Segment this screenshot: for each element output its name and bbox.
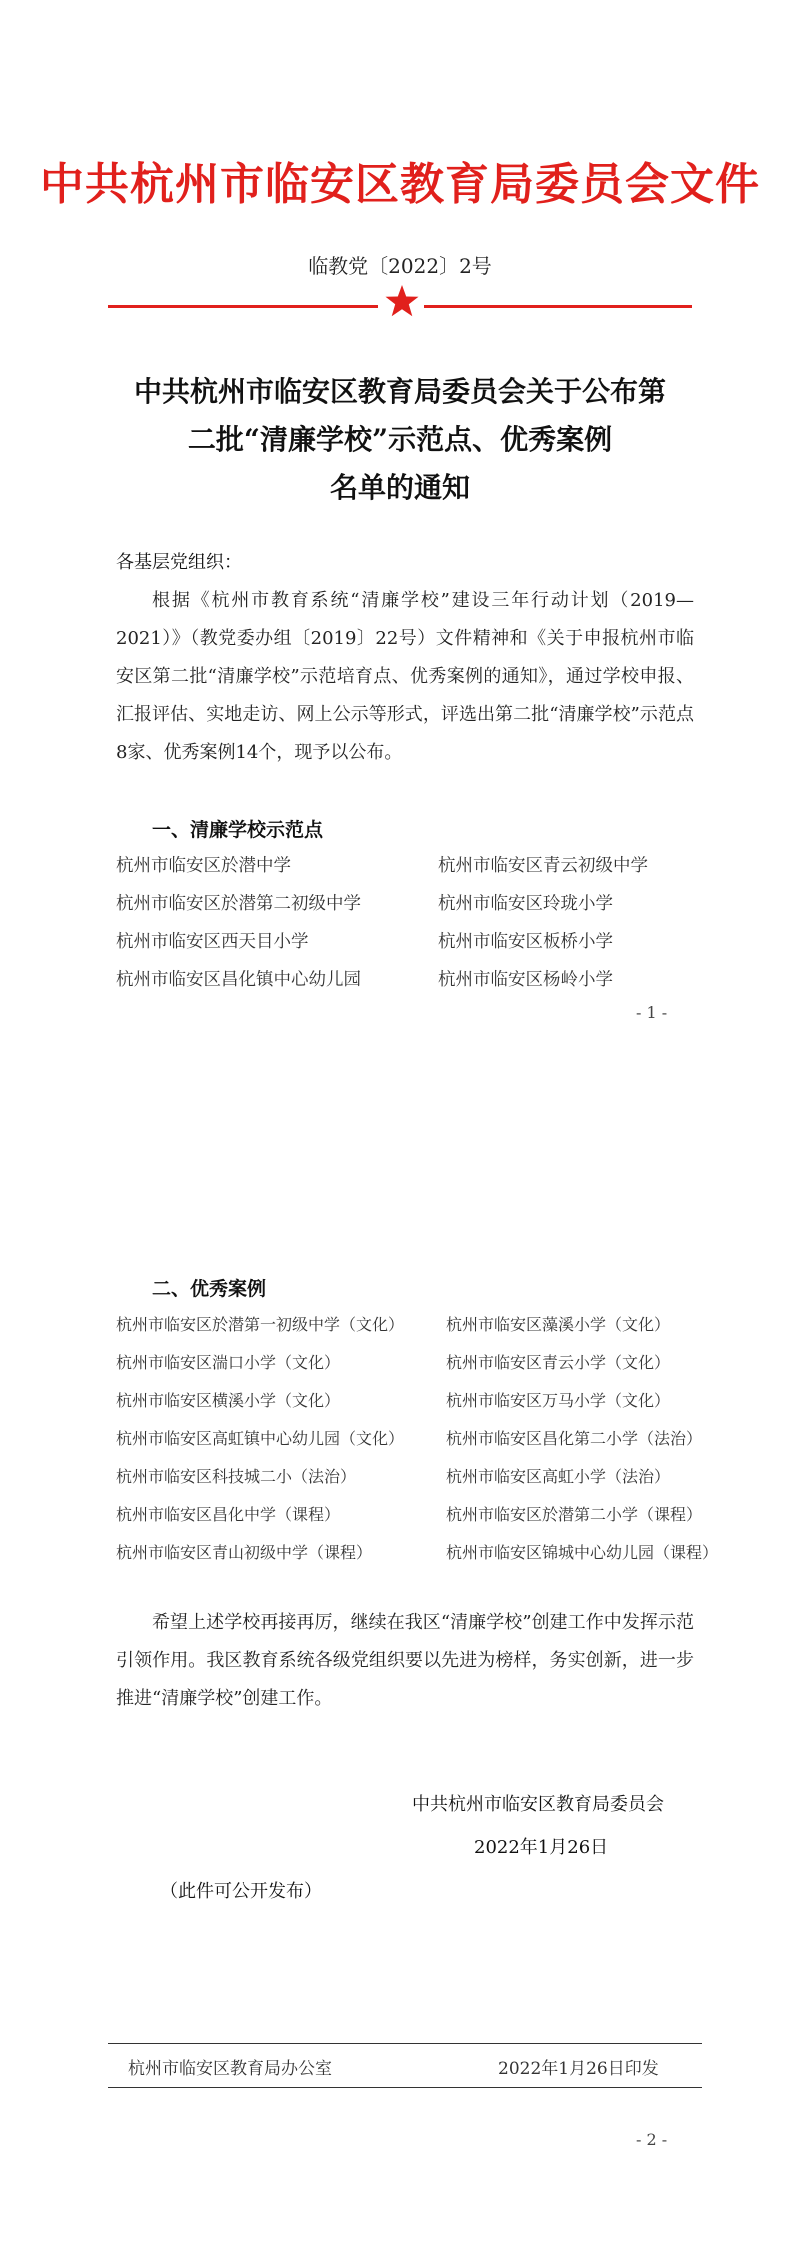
document-header-title: 中共杭州市临安区教育局委员会文件 <box>40 159 760 210</box>
list-item: 杭州市临安区青云初级中学 <box>438 856 648 876</box>
list-item: 杭州市临安区板桥小学 <box>438 932 613 952</box>
list-item: 杭州市临安区玲珑小学 <box>438 894 613 914</box>
list-item: 杭州市临安区湍口小学（文化） <box>116 1353 341 1372</box>
signature-org: 中共杭州市临安区教育局委员会 <box>412 1794 664 1815</box>
list-item: 杭州市临安区昌化第二小学（法治） <box>446 1429 703 1448</box>
footer-print-date: 2022年1月26日印发 <box>498 2059 659 2079</box>
page-number: - 2 - <box>636 2130 668 2149</box>
public-release-note: （此件可公开发布） <box>160 1881 322 1902</box>
footer-rule-top <box>108 2043 702 2044</box>
notice-title-line: 名单的通知 <box>329 471 470 504</box>
notice-title-line: 二批“清廉学校”示范点、优秀案例 <box>187 423 613 456</box>
signature-date: 2022年1月26日 <box>474 1837 609 1858</box>
body-paragraph: 根据《杭州市教育系统“清廉学校”建设三年行动计划（2019—2021）》（教党委办组〔2019〕22号）文件精神和《关于申报杭州市临安区第二批“清廉学校”示范培育点、优秀案例的通知》，通过学校申报、汇报评估、实地走访、网上公示等形式，评选出第二批“清廉学校”示范点8家、优秀案例14个，现予以公布。 <box>116 590 694 763</box>
list-item: 杭州市临安区昌化中学（课程） <box>116 1505 341 1524</box>
footer-rule-bottom <box>108 2087 702 2088</box>
footer-office: 杭州市临安区教育局办公室 <box>128 2059 332 2079</box>
page-number: - 1 - <box>636 1003 668 1022</box>
list-item: 杭州市临安区科技城二小（法治） <box>116 1467 357 1486</box>
salutation: 各基层党组织： <box>116 552 242 573</box>
red-divider-right <box>424 305 692 308</box>
document-number: 临教党〔2022〕2号 <box>308 254 492 278</box>
red-star-icon <box>384 284 420 320</box>
list-item: 杭州市临安区杨岭小学 <box>438 970 613 990</box>
closing-paragraph: 希望上述学校再接再厉，继续在我区“清廉学校”创建工作中发挥示范引领作用。我区教育系统各级党组织要以先进为榜样，务实创新，进一步推进“清廉学校”创建工作。 <box>116 1612 694 1709</box>
list-item: 杭州市临安区於潜第一初级中学（文化） <box>116 1315 405 1334</box>
section-heading-excellent-cases: 二、优秀案例 <box>152 1278 267 1300</box>
section-heading-demo-sites: 一、清廉学校示范点 <box>152 819 324 841</box>
list-item: 杭州市临安区昌化镇中心幼儿园 <box>116 970 361 990</box>
list-item: 杭州市临安区於潜第二小学（课程） <box>446 1505 703 1524</box>
list-item: 杭州市临安区横溪小学（文化） <box>116 1391 341 1410</box>
list-item: 杭州市临安区高虹镇中心幼儿园（文化） <box>116 1429 405 1448</box>
list-item: 杭州市临安区万马小学（文化） <box>446 1391 671 1410</box>
list-item: 杭州市临安区藻溪小学（文化） <box>446 1315 671 1334</box>
notice-title-line: 中共杭州市临安区教育局委员会关于公布第 <box>133 375 666 408</box>
list-item: 杭州市临安区青云小学（文化） <box>446 1353 671 1372</box>
list-item: 杭州市临安区高虹小学（法治） <box>446 1467 671 1486</box>
list-item: 杭州市临安区锦城中心幼儿园（课程） <box>446 1543 719 1562</box>
list-item: 杭州市临安区西天目小学 <box>116 932 309 952</box>
notice-title <box>0 368 800 512</box>
list-item: 杭州市临安区青山初级中学（课程） <box>116 1543 373 1562</box>
red-divider-left <box>108 305 378 308</box>
list-item: 杭州市临安区於潜第二初级中学 <box>116 894 361 914</box>
list-item: 杭州市临安区於潜中学 <box>116 856 291 876</box>
